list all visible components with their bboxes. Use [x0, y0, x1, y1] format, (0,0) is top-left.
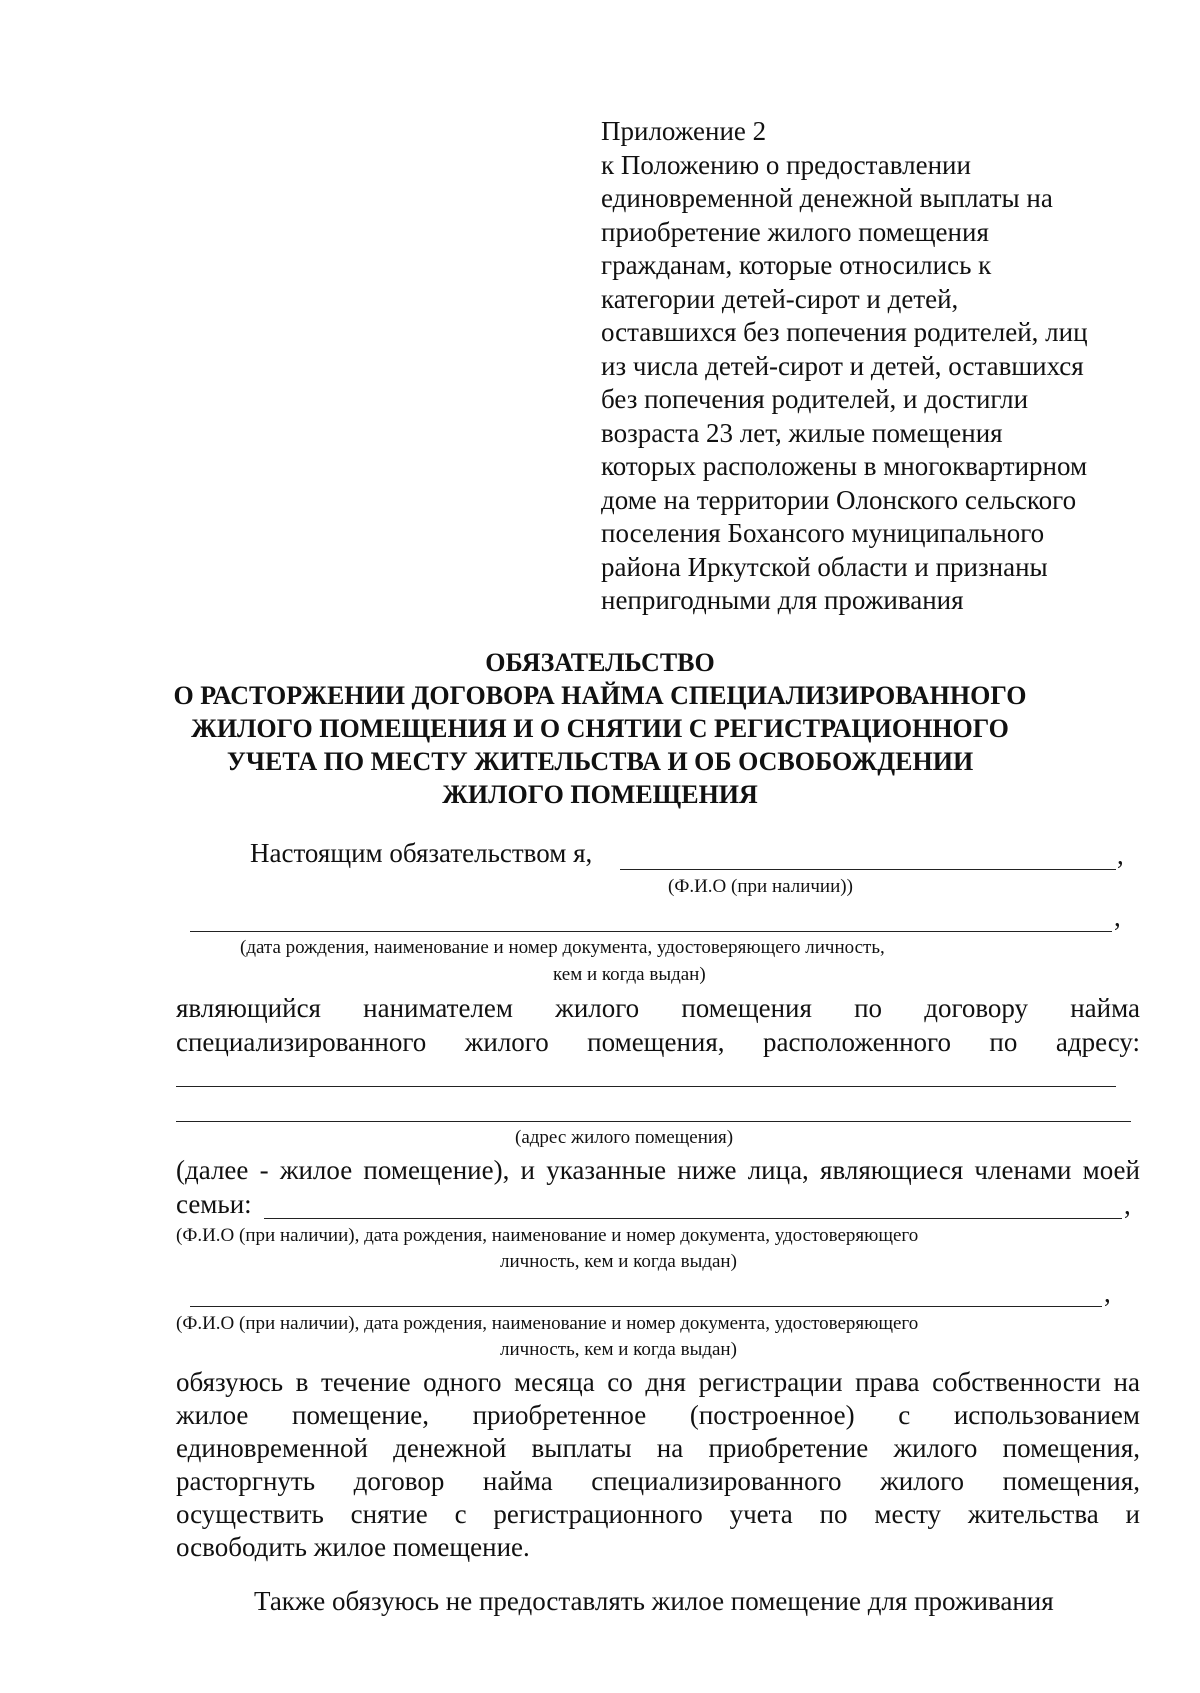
- tenant-text: специализированного жилого помещения, расположенного по адресу:: [176, 1027, 1140, 1057]
- title-line: ЖИЛОГО ПОМЕЩЕНИЯ: [442, 780, 758, 809]
- tenant-text: являющийся нанимателем жилого помещения по договору найма: [176, 993, 1140, 1023]
- obligation-text: расторгнуть договор найма специализированного жилого помещения,: [176, 1466, 1140, 1496]
- member-comma: ,: [1104, 1278, 1111, 1308]
- document-caption: кем и когда выдан): [553, 964, 706, 985]
- annex-line: Приложение 2: [601, 116, 767, 146]
- fio-blank-line: [620, 869, 1116, 870]
- title-line: О РАСТОРЖЕНИИ ДОГОВОРА НАЙМА СПЕЦИАЛИЗИРОВАННОГО: [173, 681, 1027, 710]
- annex-line: которых расположены в многоквартирном: [601, 451, 1088, 481]
- annex-line: поселения Бохансого муниципального: [601, 518, 1045, 548]
- title-line: УЧЕТА ПО МЕСТУ ЖИТЕЛЬСТВА И ОБ ОСВОБОЖДЕНИИ: [226, 747, 974, 776]
- obligation-text: осуществить снятие с регистрационного учета по месту жительства и: [176, 1499, 1140, 1529]
- obligation-text: освободить жилое помещение.: [176, 1532, 530, 1562]
- annex-line: гражданам, которые относились к: [601, 250, 992, 280]
- member-blank-line: [190, 1306, 1102, 1307]
- family-text: семьи:: [176, 1189, 252, 1219]
- intro-text: Настоящим обязательством я,: [250, 838, 593, 868]
- title-line: ОБЯЗАТЕЛЬСТВО: [485, 648, 715, 677]
- address-caption: (адрес жилого помещения): [515, 1127, 734, 1148]
- annex-line: к Положению о предоставлении: [601, 149, 971, 180]
- document-title: [160, 646, 1040, 811]
- document-caption: (дата рождения, наименование и номер документа, удостоверяющего личность,: [240, 937, 885, 958]
- annex-line: без попечения родителей, и достигли: [601, 384, 1029, 414]
- annex-block: [601, 115, 1121, 618]
- member-caption: личность, кем и когда выдан): [500, 1339, 737, 1360]
- address-blank-line: [176, 1121, 1131, 1122]
- title-line: ЖИЛОГО ПОМЕЩЕНИЯ И О СНЯТИИ С РЕГИСТРАЦИОННОГО: [191, 714, 1009, 743]
- annex-line: из числа детей-сирот и детей, оставшихся: [601, 350, 1084, 381]
- family-blank-line: [264, 1218, 1122, 1219]
- document-blank-line: [190, 931, 1112, 932]
- family-text: (далее - жилое помещение), и указанные ниже лица, являющиеся членами моей: [176, 1155, 1140, 1185]
- also-text: Также обязуюсь не предоставлять жилое помещение для проживания: [254, 1586, 1054, 1616]
- annex-line: непригодными для проживания: [601, 585, 964, 615]
- annex-line: возраста 23 лет, жилые помещения: [601, 417, 1003, 448]
- obligation-text: жилое помещение, приобретенное (построенное) с использованием: [176, 1400, 1140, 1430]
- fio-caption: (Ф.И.О (при наличии)): [668, 876, 853, 897]
- document-comma: ,: [1114, 902, 1121, 932]
- annex-line: района Иркутской области и признаны: [601, 551, 1048, 582]
- annex-line: приобретение жилого помещения: [601, 216, 989, 247]
- member-caption: личность, кем и когда выдан): [500, 1251, 737, 1272]
- annex-line: категории детей-сирот и детей,: [601, 283, 959, 314]
- annex-line: единовременной денежной выплаты на: [601, 183, 1053, 213]
- annex-line: оставшихся без попечения родителей, лиц: [601, 317, 1088, 347]
- obligation-text: обязуюсь в течение одного месяца со дня регистрации права собственности на: [176, 1367, 1140, 1397]
- obligation-text: единовременной денежной выплаты на приобретение жилого помещения,: [176, 1433, 1140, 1463]
- member-caption: (Ф.И.О (при наличии), дата рождения, наименование и номер документа, удостоверяющего: [176, 1313, 919, 1334]
- member-caption: (Ф.И.О (при наличии), дата рождения, наименование и номер документа, удостоверяющего: [176, 1225, 919, 1246]
- family-comma: ,: [1124, 1190, 1131, 1220]
- annex-line: доме на территории Олонского сельского: [601, 484, 1077, 515]
- address-blank-line: [176, 1086, 1116, 1087]
- fio-comma: ,: [1117, 840, 1124, 870]
